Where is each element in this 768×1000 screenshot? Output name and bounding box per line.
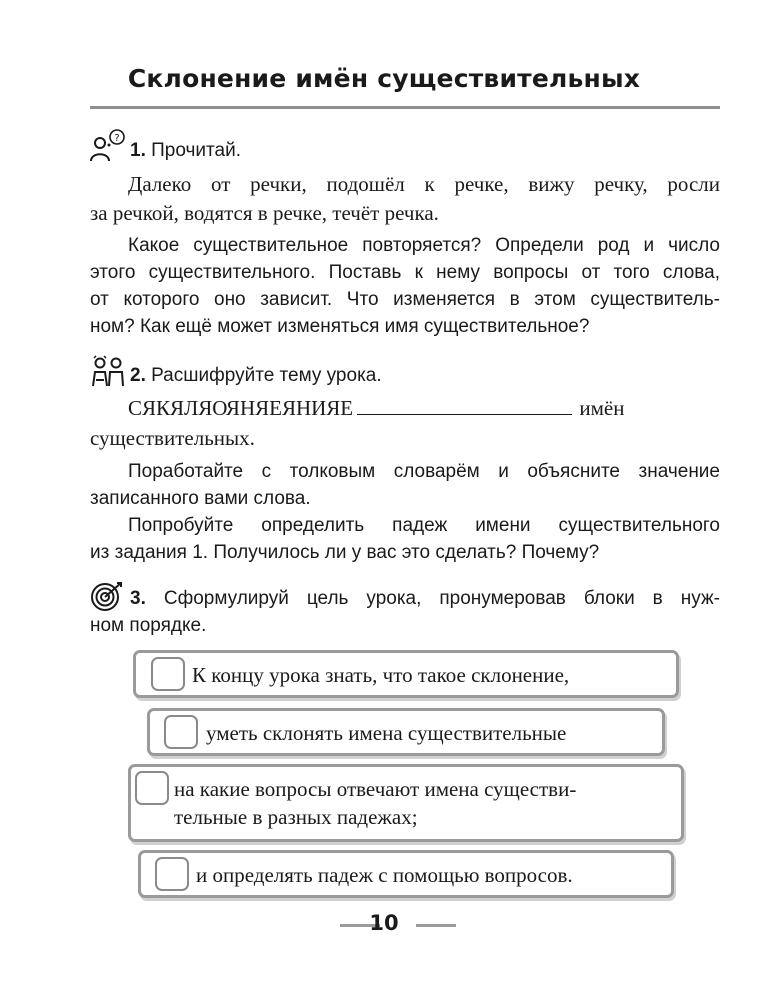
goal-block-text: и определять падеж с помощью вопросов. — [196, 863, 573, 887]
goal-block-text: тельные в разных падежах; — [174, 805, 418, 829]
pair-work-icon — [88, 355, 128, 389]
task2-heading: 2. Расшифруйте тему урока. — [130, 365, 382, 386]
cipher-text: СЯКЯЛЯОЯНЯЕЯНИЯЕ — [128, 396, 354, 420]
task1-heading: 1. Прочитай. — [130, 140, 241, 161]
title-divider — [90, 106, 720, 109]
task1-question-line: ном? Как ещё может изменяться имя существительное? — [90, 316, 590, 337]
answer-blank[interactable] — [357, 396, 572, 415]
task1-text-line: за речкой, водятся в речке, течёт речка. — [90, 201, 439, 225]
task2-text-line: Поработайте с толковым словарём и объясните значение — [128, 461, 720, 482]
task3-heading: 3. Сформулируй цель урока, пронумеровав блоки в нуж- — [130, 588, 720, 609]
task2-text-line: из задания 1. Получилось ли у вас это сделать? Почему? — [90, 542, 600, 563]
footer-divider-right — [416, 924, 456, 927]
task2-text-line: записанного вами слова. — [90, 488, 311, 509]
target-icon — [90, 580, 126, 612]
task1-question-line: этого существительного. Поставь к нему вопросы от того слова, — [90, 262, 720, 283]
task2-cipher-line: СЯКЯЛЯОЯНЯЕЯНИЯЕ имён — [128, 396, 625, 420]
order-checkbox[interactable] — [135, 771, 169, 805]
goal-block-text: К концу урока знать, что такое склонение, — [192, 663, 570, 687]
task3-heading-cont: ном порядке. — [90, 615, 207, 636]
page-title: Склонение имён существительных — [127, 64, 641, 93]
page-number: 10 — [369, 911, 399, 935]
task1-question-line: Какое существительное повторяется? Определи род и число — [128, 235, 720, 256]
order-checkbox[interactable] — [151, 657, 185, 691]
svg-text:?: ? — [114, 133, 120, 144]
task2-cipher-cont: существительных. — [90, 426, 255, 450]
order-checkbox[interactable] — [155, 857, 189, 891]
goal-block-text: на какие вопросы отвечают имена существи- — [174, 777, 577, 801]
task1-question-line: от которого оно зависит. Что изменяется в этом существитель- — [90, 289, 720, 310]
task1-text-line: Далеко от речки, подошёл к речке, вижу речку, росли — [128, 172, 720, 196]
order-checkbox[interactable] — [164, 715, 198, 749]
think-icon — [88, 128, 128, 164]
task2-text-line: Попробуйте определить падеж имени существительного — [128, 515, 720, 536]
goal-block-text: уметь склонять имена существительные — [206, 721, 567, 745]
